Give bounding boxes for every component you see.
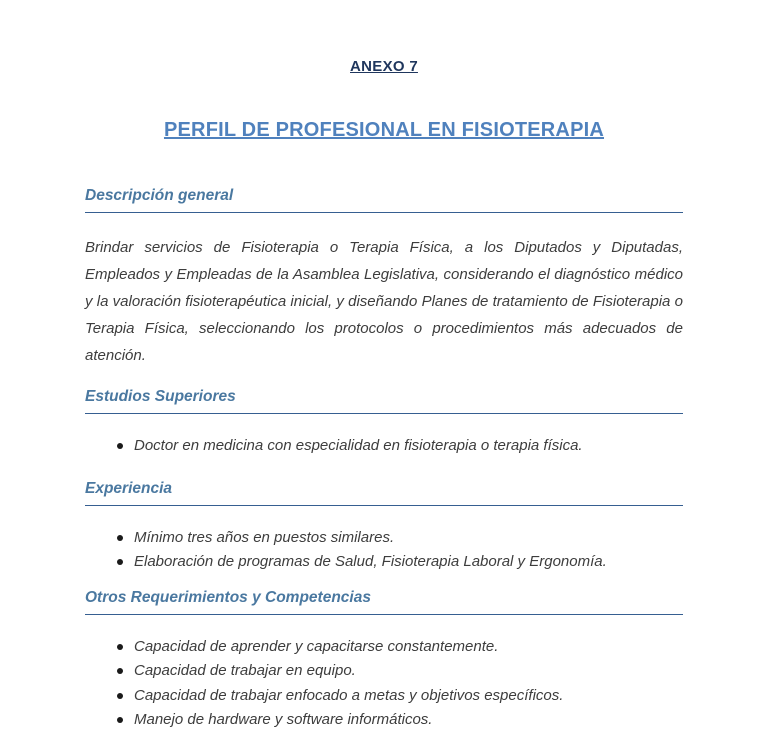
list-item: Capacidad de trabajar enfocado a metas y objetivos específicos. <box>85 684 683 709</box>
section-heading: Estudios Superiores <box>85 388 236 405</box>
list-item: Doctor en medicina con especialidad en fisioterapia o terapia física. <box>85 434 683 459</box>
section-divider <box>85 505 683 506</box>
bullet-list <box>85 526 683 575</box>
document-content <box>85 0 683 733</box>
list-item: Capacidad de trabajar en equipo. <box>85 659 683 684</box>
bullet-list <box>85 434 683 459</box>
section-divider <box>85 212 683 213</box>
bullet-list <box>85 635 683 733</box>
section-heading: Experiencia <box>85 479 173 497</box>
section-heading: Descripción general <box>85 187 234 204</box>
list-item: Manejo de hardware y software informáticos. <box>85 708 683 733</box>
section-heading: Otros Requerimientos y Competencias <box>85 588 371 606</box>
list-item: Capacidad de aprender y capacitarse constantemente. <box>85 635 683 660</box>
section-descripcion-general <box>85 187 683 369</box>
list-item: Mínimo tres años en puestos similares. <box>85 526 683 551</box>
document-title: PERFIL DE PROFESIONAL EN FISIOTERAPIA <box>163 119 605 141</box>
section-otros-requerimientos <box>85 589 683 733</box>
annex-label: ANEXO 7 <box>350 58 418 75</box>
section-divider <box>85 614 683 615</box>
section-estudios-superiores <box>85 388 683 459</box>
section-divider <box>85 413 683 414</box>
description-paragraph: Brindar servicios de Fisioterapia o Terapia Física, a los Diputados y Diputadas, Empleados y Empleadas de la Asamblea Legislativa, considerando el diagnóstico médico y la valoración fisioterapéutica inicial, y diseñando Planes de tratamiento de Fisioterapia o Terapia Física, seleccionando los protocolos o procedimientos más adecuados de atención. <box>85 239 683 364</box>
list-item: Elaboración de programas de Salud, Fisioterapia Laboral y Ergonomía. <box>85 550 683 575</box>
section-experiencia <box>85 480 683 575</box>
